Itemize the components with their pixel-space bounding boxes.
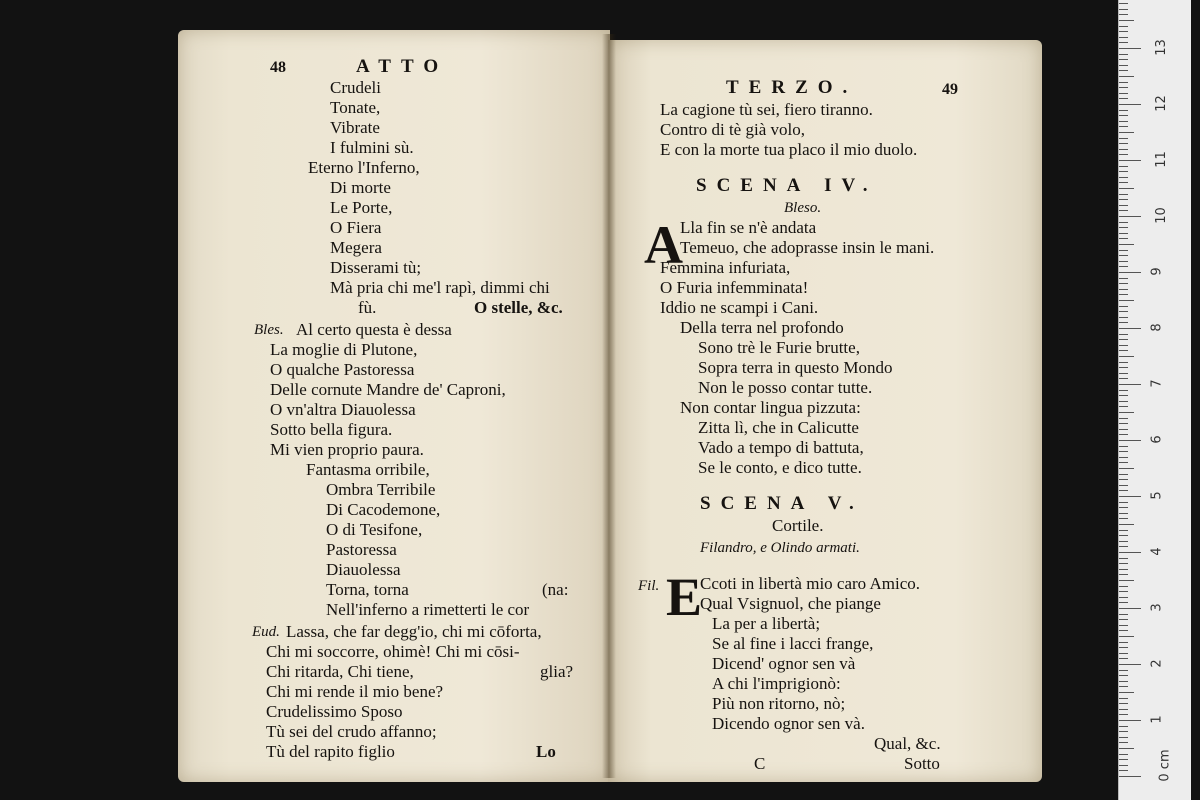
- ruler-tick: [1119, 70, 1128, 71]
- ruler-number: 5: [1149, 491, 1165, 500]
- ruler-tick: [1119, 558, 1128, 559]
- ruler-tick: [1119, 250, 1128, 251]
- text-line: Chi mi soccorre, ohimè! Chi mi cōsi-: [266, 642, 520, 661]
- ruler-tick: [1119, 115, 1128, 116]
- text-line: O stelle, &c.: [474, 298, 563, 317]
- ruler-tick: [1119, 194, 1128, 195]
- drop-cap: E: [666, 567, 703, 627]
- ruler-tick: [1119, 345, 1128, 346]
- ruler-tick: [1119, 703, 1128, 704]
- ruler-tick: [1119, 110, 1128, 111]
- ruler-tick: [1119, 647, 1128, 648]
- ruler-number: 9: [1149, 267, 1165, 276]
- ruler-unit-label: 0 cm: [1157, 749, 1173, 782]
- ruler-tick: [1119, 373, 1128, 374]
- ruler-tick: [1119, 524, 1134, 525]
- text-line: Della terra nel profondo: [680, 318, 844, 337]
- ruler-tick: [1119, 227, 1128, 228]
- ruler-number: 6: [1149, 435, 1165, 444]
- ruler-tick: [1119, 261, 1128, 262]
- ruler-tick: [1119, 59, 1128, 60]
- character-name: Bleso.: [784, 200, 822, 216]
- page-number-left: 48: [270, 59, 286, 76]
- ruler-tick: [1119, 278, 1128, 279]
- ruler-tick: [1119, 143, 1128, 144]
- ruler-tick: [1119, 608, 1141, 609]
- text-line: Tù del rapito figlio: [266, 742, 395, 761]
- ruler-tick: [1119, 731, 1128, 732]
- signature-mark: C: [754, 754, 766, 773]
- ruler-tick: [1119, 306, 1128, 307]
- ruler-tick: [1119, 350, 1128, 351]
- scene-heading: SCENA IV.: [696, 175, 878, 196]
- running-header-right: TERZO.: [726, 77, 858, 98]
- text-line: Dicendo ognor sen và.: [712, 714, 865, 733]
- text-line: Diauolessa: [326, 560, 401, 579]
- ruler-tick: [1119, 87, 1128, 88]
- ruler-tick: [1119, 54, 1128, 55]
- text-line: Contro di tè già volo,: [660, 120, 805, 139]
- text-line: Dicend' ognor sen và: [712, 654, 856, 673]
- characters-line: Filandro, e Olindo armati.: [700, 540, 860, 556]
- text-line: Di morte: [330, 178, 391, 197]
- ruler-tick: [1119, 737, 1128, 738]
- text-line: Lassa, che far degg'io, chi mi cōforta,: [286, 622, 542, 641]
- text-line: Torna, torna: [326, 580, 409, 599]
- ruler-number: 11: [1153, 151, 1169, 168]
- ruler-tick: [1119, 322, 1128, 323]
- text-line: Sopra terra in questo Mondo: [698, 358, 893, 377]
- ruler-tick: [1119, 65, 1128, 66]
- ruler-tick: [1119, 26, 1128, 27]
- ruler-tick: [1119, 171, 1128, 172]
- text-line: O Furia infemminata!: [660, 278, 809, 297]
- text-line: O Fiera: [330, 218, 382, 237]
- location-line: Cortile.: [772, 516, 824, 535]
- ruler-number: 13: [1153, 39, 1169, 56]
- speaker-label: Bles.: [254, 322, 284, 338]
- ruler-tick: [1119, 541, 1128, 542]
- left-page: [178, 30, 610, 782]
- ruler-tick: [1119, 138, 1128, 139]
- ruler-tick: [1119, 222, 1128, 223]
- text-line: Ccoti in libertà mio caro Amico.: [700, 574, 921, 593]
- ruler-tick: [1119, 485, 1128, 486]
- ruler-tick: [1119, 698, 1128, 699]
- ruler-tick: [1119, 686, 1128, 687]
- ruler-tick: [1119, 334, 1128, 335]
- ruler-tick: [1119, 418, 1128, 419]
- ruler-tick: [1119, 446, 1128, 447]
- ruler-tick: [1119, 182, 1128, 183]
- ruler-tick: [1119, 496, 1141, 497]
- ruler-tick: [1119, 434, 1128, 435]
- text-line: glia?: [540, 662, 574, 681]
- ruler-tick: [1119, 244, 1134, 245]
- ruler-tick: [1119, 166, 1128, 167]
- text-line: Ombra Terribile: [326, 480, 436, 499]
- catchword: Sotto: [904, 754, 940, 773]
- ruler-tick: [1119, 233, 1128, 234]
- text-line: I fulmini sù.: [330, 138, 414, 157]
- ruler-tick: [1119, 574, 1128, 575]
- ruler-number: 10: [1153, 207, 1169, 224]
- text-line: La per a libertà;: [712, 614, 821, 633]
- text-line: O di Tesifone,: [326, 520, 423, 539]
- ruler-tick: [1119, 14, 1128, 15]
- text-line: Non contar lingua pizzuta:: [680, 398, 861, 417]
- ruler-number: 12: [1153, 95, 1169, 112]
- ruler-tick: [1119, 546, 1128, 547]
- ruler-tick: [1119, 670, 1128, 671]
- book-gutter: [602, 34, 616, 778]
- text-line: Eterno l'Inferno,: [308, 158, 420, 177]
- ruler-tick: [1119, 339, 1128, 340]
- ruler-tick: [1119, 378, 1128, 379]
- ruler-tick: [1119, 440, 1141, 441]
- text-line: Mi vien proprio paura.: [270, 440, 424, 459]
- ruler-tick: [1119, 479, 1128, 480]
- text-line: Qual Vsignuol, che piange: [700, 594, 881, 613]
- ruler-tick: [1119, 468, 1134, 469]
- ruler-tick: [1119, 205, 1128, 206]
- ruler-tick: [1119, 104, 1141, 105]
- ruler-number: 2: [1149, 659, 1165, 668]
- ruler-tick: [1119, 518, 1128, 519]
- ruler-number: 8: [1149, 323, 1165, 332]
- ruler-number: 7: [1149, 379, 1165, 388]
- ruler-tick: [1119, 412, 1134, 413]
- text-line: Tù sei del crudo affanno;: [266, 722, 437, 741]
- ruler-tick: [1119, 390, 1128, 391]
- text-line: Di Cacodemone,: [326, 500, 441, 519]
- text-line: Fantasma orribile,: [306, 460, 430, 479]
- ruler-tick: [1119, 238, 1128, 239]
- speaker-label: Eud.: [252, 624, 280, 640]
- ruler-tick: [1119, 742, 1128, 743]
- ruler-tick: [1119, 289, 1128, 290]
- text-line: Sotto bella figura.: [270, 420, 393, 439]
- ruler-tick: [1119, 462, 1128, 463]
- ruler-tick: [1119, 317, 1128, 318]
- ruler-tick: [1119, 776, 1141, 777]
- text-line: Crudeli: [330, 78, 381, 97]
- ruler-tick: [1119, 9, 1128, 10]
- ruler-tick: [1119, 98, 1128, 99]
- ruler-tick: [1119, 210, 1128, 211]
- ruler-tick: [1119, 619, 1128, 620]
- ruler-tick: [1119, 42, 1128, 43]
- ruler-tick: [1119, 76, 1134, 77]
- ruler-tick: [1119, 367, 1128, 368]
- ruler-tick: [1119, 614, 1128, 615]
- ruler-tick: [1119, 31, 1128, 32]
- ruler-number: 1: [1149, 715, 1165, 724]
- ruler-tick: [1119, 636, 1134, 637]
- text-line: A chi l'imprigionò:: [712, 674, 841, 693]
- scene-heading: SCENA V.: [700, 493, 864, 514]
- catchword: Lo: [536, 742, 556, 761]
- ruler-tick: [1119, 754, 1128, 755]
- ruler-tick: [1119, 474, 1128, 475]
- ruler-tick: [1119, 48, 1141, 49]
- ruler-tick: [1119, 569, 1128, 570]
- text-line: Qual, &c.: [874, 734, 941, 753]
- speaker-label: Fil.: [638, 578, 660, 594]
- ruler-tick: [1119, 132, 1134, 133]
- ruler-tick: [1119, 93, 1128, 94]
- ruler-tick: [1119, 423, 1128, 424]
- ruler-tick: [1119, 82, 1128, 83]
- ruler-tick: [1119, 429, 1128, 430]
- text-line: Vado a tempo di battuta,: [698, 438, 864, 457]
- ruler-tick: [1119, 692, 1134, 693]
- text-line: La moglie di Plutone,: [270, 340, 418, 359]
- ruler-tick: [1119, 311, 1128, 312]
- ruler-tick: [1119, 658, 1128, 659]
- text-line: Vibrate: [330, 118, 380, 137]
- text-line: (na:: [542, 580, 569, 599]
- ruler-tick: [1119, 681, 1128, 682]
- ruler-tick: [1119, 199, 1128, 200]
- ruler-tick: [1119, 552, 1141, 553]
- text-line: Più non ritorno, nò;: [712, 694, 846, 713]
- ruler-tick: [1119, 395, 1128, 396]
- ruler-tick: [1119, 726, 1128, 727]
- text-line: Lla fin se n'è andata: [680, 218, 817, 237]
- text-line: Non le posso contar tutte.: [698, 378, 873, 397]
- text-line: Iddio ne scampi i Cani.: [660, 298, 819, 317]
- text-line: Se al fine i lacci frange,: [712, 634, 874, 653]
- text-line: Crudelissimo Sposo: [266, 702, 403, 721]
- ruler-tick: [1119, 765, 1128, 766]
- ruler-tick: [1119, 272, 1141, 273]
- ruler-tick: [1119, 356, 1134, 357]
- ruler-tick: [1119, 748, 1134, 749]
- ruler-tick: [1119, 642, 1128, 643]
- text-line: fù.: [358, 298, 377, 317]
- ruler-tick: [1119, 563, 1128, 564]
- ruler-tick: [1119, 770, 1128, 771]
- ruler-tick: [1119, 653, 1128, 654]
- ruler-tick: [1119, 513, 1128, 514]
- ruler-tick: [1119, 283, 1128, 284]
- ruler-tick: [1119, 759, 1128, 760]
- ruler-tick: [1119, 406, 1128, 407]
- ruler-tick: [1119, 490, 1128, 491]
- text-line: Tonate,: [330, 98, 381, 117]
- text-line: Le Porte,: [330, 198, 393, 217]
- text-line: Temeuo, che adoprasse insin le mani.: [680, 238, 935, 257]
- ruler-tick: [1119, 530, 1128, 531]
- page-number-right: 49: [942, 81, 958, 98]
- ruler-tick: [1119, 188, 1134, 189]
- ruler-tick: [1119, 586, 1128, 587]
- ruler-tick: [1119, 177, 1128, 178]
- ruler-tick: [1119, 154, 1128, 155]
- ruler-tick: [1119, 362, 1128, 363]
- ruler-tick: [1119, 502, 1128, 503]
- ruler-tick: [1119, 216, 1141, 217]
- ruler-tick: [1119, 294, 1128, 295]
- ruler-tick: [1119, 535, 1128, 536]
- ruler-tick: [1119, 602, 1128, 603]
- ruler-tick: [1119, 255, 1128, 256]
- text-line: Mà pria chi me'l rapì, dimmi chi: [330, 278, 550, 297]
- ruler-tick: [1119, 597, 1128, 598]
- drop-cap: A: [644, 215, 683, 275]
- ruler-tick: [1119, 714, 1128, 715]
- ruler-tick: [1119, 591, 1128, 592]
- ruler-tick: [1119, 630, 1128, 631]
- ruler-number: 3: [1149, 603, 1165, 612]
- open-book: [178, 30, 1042, 782]
- text-line: Disserami tù;: [330, 258, 422, 277]
- text-line: Sono trè le Furie brutte,: [698, 338, 860, 357]
- ruler-tick: [1119, 625, 1128, 626]
- ruler-tick: [1119, 457, 1128, 458]
- right-page: [608, 40, 1042, 782]
- text-line: Femmina infuriata,: [660, 258, 791, 277]
- text-line: E con la morte tua placo il mio duolo.: [660, 140, 918, 159]
- ruler-tick: [1119, 121, 1128, 122]
- ruler-tick: [1119, 384, 1141, 385]
- ruler-tick: [1119, 3, 1128, 4]
- text-line: Delle cornute Mandre de' Caproni,: [270, 380, 506, 399]
- text-line: Nell'inferno a rimetterti le cor: [326, 600, 530, 619]
- text-line: O vn'altra Diauolessa: [270, 400, 416, 419]
- ruler-tick: [1119, 300, 1134, 301]
- ruler-tick: [1119, 451, 1128, 452]
- ruler-tick: [1119, 664, 1141, 665]
- text-line: Zitta lì, che in Calicutte: [698, 418, 859, 437]
- text-line: Megera: [330, 238, 382, 257]
- ruler-tick: [1119, 709, 1128, 710]
- ruler-number: 4: [1149, 547, 1165, 556]
- ruler-tick: [1119, 266, 1128, 267]
- ruler-tick: [1119, 328, 1141, 329]
- measuring-ruler: [1118, 0, 1191, 800]
- ruler-tick: [1119, 401, 1128, 402]
- ruler-tick: [1119, 149, 1128, 150]
- text-line: Al certo questa è dessa: [296, 320, 452, 339]
- ruler-tick: [1119, 37, 1128, 38]
- text-line: Chi mi rende il mio bene?: [266, 682, 444, 701]
- running-header-left: ATTO: [356, 56, 449, 77]
- ruler-tick: [1119, 507, 1128, 508]
- ruler-tick: [1119, 580, 1134, 581]
- ruler-tick: [1119, 126, 1128, 127]
- ruler-tick: [1119, 160, 1141, 161]
- text-line: Chi ritarda, Chi tiene,: [266, 662, 414, 681]
- ruler-tick: [1119, 720, 1141, 721]
- ruler-tick: [1119, 675, 1128, 676]
- text-line: La cagione tù sei, fiero tiranno.: [660, 100, 873, 119]
- text-line: Pastoressa: [326, 540, 397, 559]
- ruler-tick: [1119, 20, 1134, 21]
- text-line: Se le conto, e dico tutte.: [698, 458, 862, 477]
- text-line: O qualche Pastoressa: [270, 360, 415, 379]
